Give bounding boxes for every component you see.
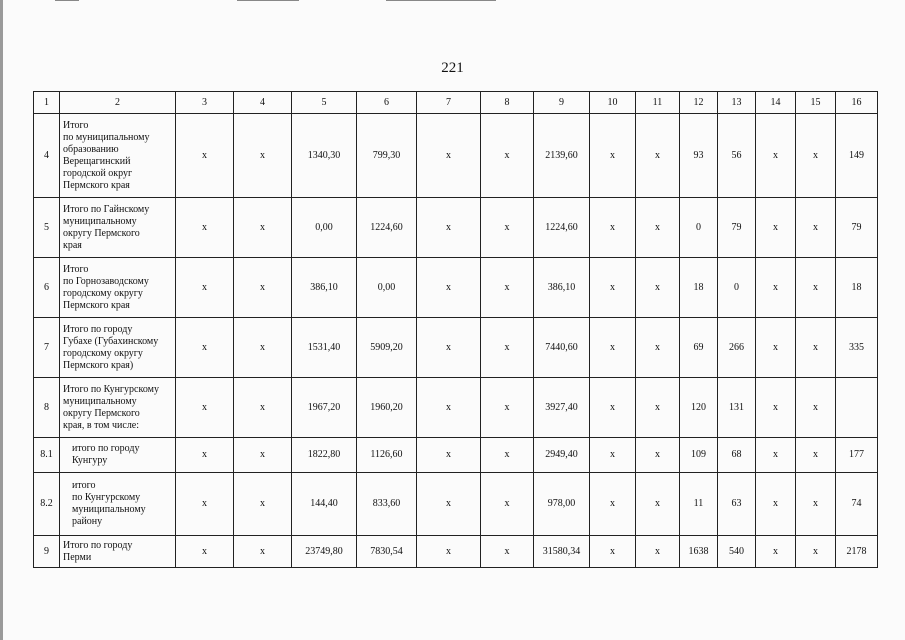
table-cell: х [176, 473, 234, 536]
table-cell: х [756, 473, 796, 536]
table-cell: 978,00 [534, 473, 590, 536]
header-cell: 9 [534, 92, 590, 114]
table-cell: х [636, 114, 680, 198]
header-cell: 2 [60, 92, 176, 114]
header-cell: 15 [796, 92, 836, 114]
table-cell: 266 [718, 318, 756, 378]
table-cell: 0,00 [292, 198, 357, 258]
table-cell: 386,10 [292, 258, 357, 318]
header-cell: 4 [234, 92, 292, 114]
row-number-cell: 4 [34, 114, 60, 198]
table-cell: х [481, 198, 534, 258]
table-cell: 69 [680, 318, 718, 378]
table-cell: 3927,40 [534, 378, 590, 438]
row-name-cell: Итого по Гайнскому муниципальному округу Пермского края [60, 198, 176, 258]
table-cell: 79 [836, 198, 878, 258]
table-cell: х [481, 438, 534, 473]
table-row [34, 258, 878, 318]
table-cell: х [176, 114, 234, 198]
table-cell: 1822,80 [292, 438, 357, 473]
row-name-cell: Итого по Горнозаводскому городскому округу Пермского края [60, 258, 176, 318]
table-cell: 1340,30 [292, 114, 357, 198]
table-cell: х [417, 473, 481, 536]
table-cell: 2178 [836, 536, 878, 568]
scan-mark [386, 0, 496, 1]
table-cell: 1960,20 [357, 378, 417, 438]
table-cell: х [636, 258, 680, 318]
table-cell: х [756, 318, 796, 378]
table-cell: 149 [836, 114, 878, 198]
table-cell: х [636, 473, 680, 536]
header-row [34, 92, 878, 114]
table-cell: 18 [680, 258, 718, 318]
table-cell: 109 [680, 438, 718, 473]
table-cell: х [234, 438, 292, 473]
table-cell: 63 [718, 473, 756, 536]
row-number-cell: 9 [34, 536, 60, 568]
table-cell: 68 [718, 438, 756, 473]
table-cell: 5909,20 [357, 318, 417, 378]
table-cell: х [417, 114, 481, 198]
header-cell: 14 [756, 92, 796, 114]
table-cell: 79 [718, 198, 756, 258]
table-cell: х [481, 378, 534, 438]
row-number-cell: 8.1 [34, 438, 60, 473]
table-cell: х [590, 114, 636, 198]
table-cell: х [636, 536, 680, 568]
table-cell: 1531,40 [292, 318, 357, 378]
table-cell: х [796, 438, 836, 473]
header-cell: 7 [417, 92, 481, 114]
table-cell: 56 [718, 114, 756, 198]
row-name-cell: Итого по Кунгурскому муниципальному округу Пермского края, в том числе: [60, 378, 176, 438]
table-cell: х [756, 536, 796, 568]
table-cell: х [590, 198, 636, 258]
header-cell: 11 [636, 92, 680, 114]
row-name-cell: Итого по городу Губахе (Губахинскому городскому округу Пермского края) [60, 318, 176, 378]
header-cell: 1 [34, 92, 60, 114]
table-cell: х [417, 378, 481, 438]
table-cell: х [590, 258, 636, 318]
table-cell: 18 [836, 258, 878, 318]
table-cell: х [636, 318, 680, 378]
table-cell: х [590, 473, 636, 536]
table-cell: х [417, 258, 481, 318]
table-cell: х [796, 258, 836, 318]
table-cell: х [234, 473, 292, 536]
table-cell: 144,40 [292, 473, 357, 536]
table-cell: х [796, 114, 836, 198]
table-row [34, 198, 878, 258]
row-number-cell: 5 [34, 198, 60, 258]
scan-mark [237, 0, 299, 1]
table-cell: х [234, 378, 292, 438]
table-cell: 833,60 [357, 473, 417, 536]
table-cell: х [417, 536, 481, 568]
scan-mark [55, 0, 79, 1]
table-cell: х [590, 438, 636, 473]
table-cell: 386,10 [534, 258, 590, 318]
page-number: 221 [441, 60, 464, 76]
table-cell: х [796, 318, 836, 378]
row-name-cell: итого по городу Кунгуру [60, 438, 176, 473]
table-cell: х [756, 258, 796, 318]
table-cell: х [417, 318, 481, 378]
table-cell: 2139,60 [534, 114, 590, 198]
table-cell: х [481, 536, 534, 568]
table-cell: 1638 [680, 536, 718, 568]
header-cell: 16 [836, 92, 878, 114]
table-cell: х [756, 378, 796, 438]
table-cell: 0 [680, 198, 718, 258]
table-cell: 799,30 [357, 114, 417, 198]
table-cell: х [176, 198, 234, 258]
table-cell: х [481, 318, 534, 378]
table-cell: х [234, 114, 292, 198]
row-number-cell: 6 [34, 258, 60, 318]
table-cell: х [636, 438, 680, 473]
table-row [34, 536, 878, 568]
table-cell: х [176, 438, 234, 473]
table-cell: х [796, 536, 836, 568]
table-cell: 335 [836, 318, 878, 378]
header-cell: 3 [176, 92, 234, 114]
header-cell: 6 [357, 92, 417, 114]
header-cell: 5 [292, 92, 357, 114]
table-cell: 2949,40 [534, 438, 590, 473]
table-cell: 177 [836, 438, 878, 473]
header-cell: 8 [481, 92, 534, 114]
table-cell: х [481, 473, 534, 536]
row-number-cell: 8 [34, 378, 60, 438]
table-cell: 31580,34 [534, 536, 590, 568]
table-cell: х [481, 114, 534, 198]
table-row [34, 114, 878, 198]
table-cell: 1126,60 [357, 438, 417, 473]
table-cell: 23749,80 [292, 536, 357, 568]
table-cell: х [590, 378, 636, 438]
table-cell: 74 [836, 473, 878, 536]
table-cell: х [796, 198, 836, 258]
table-cell: 1224,60 [534, 198, 590, 258]
table-cell: 11 [680, 473, 718, 536]
table-cell: х [176, 318, 234, 378]
row-number-cell: 8.2 [34, 473, 60, 536]
table-cell: х [796, 473, 836, 536]
table-cell: х [590, 318, 636, 378]
table-cell: х [756, 438, 796, 473]
header-cell: 12 [680, 92, 718, 114]
table-row [34, 438, 878, 473]
table-cell: 0,00 [357, 258, 417, 318]
scan-edge [0, 0, 3, 640]
table-cell: х [481, 258, 534, 318]
table-cell: 7830,54 [357, 536, 417, 568]
table-cell: х [234, 536, 292, 568]
table-cell: х [234, 198, 292, 258]
table-cell: х [417, 198, 481, 258]
table-cell: 131 [718, 378, 756, 438]
row-name-cell: итого по Кунгурскому муниципальному району [60, 473, 176, 536]
table-cell: х [176, 536, 234, 568]
table-cell: х [756, 114, 796, 198]
table-cell: х [176, 258, 234, 318]
row-name-cell: Итого по городу Перми [60, 536, 176, 568]
table-cell: х [590, 536, 636, 568]
table-cell: х [234, 318, 292, 378]
table-cell: х [636, 198, 680, 258]
table-cell: х [234, 258, 292, 318]
table-cell: х [417, 438, 481, 473]
table-cell: 540 [718, 536, 756, 568]
header-cell: 13 [718, 92, 756, 114]
table-row [34, 378, 878, 438]
row-name-cell: Итого по муниципальному образованию Верещагинский городской округ Пермского края [60, 114, 176, 198]
table-row [34, 318, 878, 378]
table-row [34, 473, 878, 536]
header-cell: 10 [590, 92, 636, 114]
table-cell: 120 [680, 378, 718, 438]
data-table [33, 91, 878, 568]
table-cell: х [756, 198, 796, 258]
table-cell: 1967,20 [292, 378, 357, 438]
table-cell: 0 [718, 258, 756, 318]
table-cell: х [176, 378, 234, 438]
table-cell [836, 378, 878, 438]
table-cell: 1224,60 [357, 198, 417, 258]
row-number-cell: 7 [34, 318, 60, 378]
table-cell: 93 [680, 114, 718, 198]
table-cell: х [796, 378, 836, 438]
table-cell: 7440,60 [534, 318, 590, 378]
table-cell: х [636, 378, 680, 438]
